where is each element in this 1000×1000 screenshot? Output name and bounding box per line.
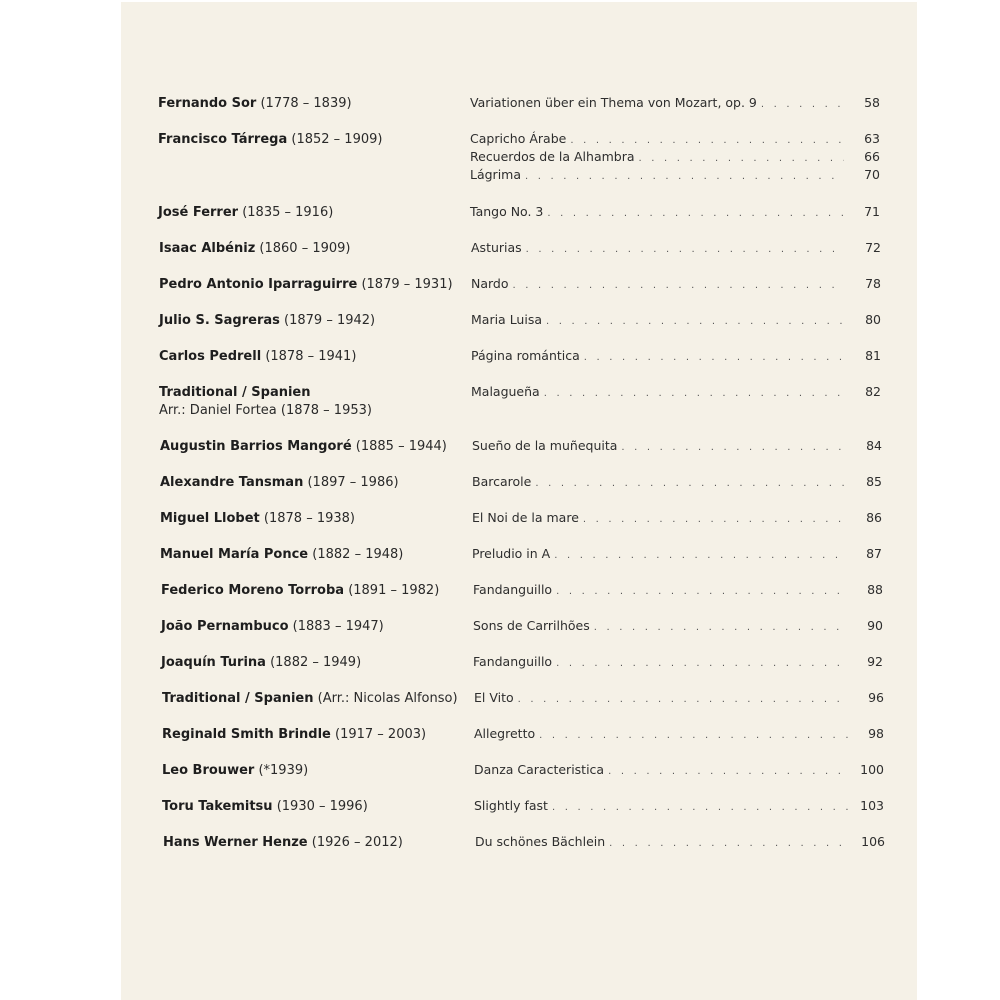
composer-years: (1778 – 1839) [260, 96, 352, 111]
works-list [471, 383, 881, 401]
arranger: Arr.: Daniel Fortea (1878 – 1953) [159, 403, 372, 418]
dot-leader [525, 168, 844, 186]
composer-name: Traditional / Spanien [159, 385, 311, 400]
page-number: 86 [866, 510, 882, 525]
composer-years: (1883 – 1947) [292, 619, 384, 634]
composer-name: José Ferrer [158, 205, 239, 220]
composer [160, 438, 447, 456]
work-entry[interactable] [472, 473, 882, 491]
composer [162, 690, 458, 708]
dot-leader [539, 727, 848, 745]
work-title: Barcarole [472, 474, 532, 489]
dot-leader [546, 313, 845, 331]
work-title: Nardo [471, 276, 509, 291]
works-list [473, 653, 883, 671]
composer-name: Alexandre Tansman [160, 475, 304, 490]
dot-leader [609, 835, 849, 853]
works-list [474, 797, 884, 815]
composer-years: (1879 – 1942) [284, 313, 376, 328]
composer-years: (1852 – 1909) [291, 132, 383, 147]
dot-leader [513, 277, 845, 295]
work-entry[interactable] [471, 275, 881, 293]
work-title: Recuerdos de la Alhambra [470, 149, 635, 164]
composer-years: (Arr.: Nicolas Alfonso) [317, 691, 458, 706]
composer-name: Reginald Smith Brindle [162, 727, 331, 742]
composer [161, 654, 361, 672]
work-entry[interactable] [474, 689, 884, 707]
composer-years: (1882 – 1948) [312, 547, 404, 562]
page-number: 85 [866, 474, 882, 489]
work-title: El Noi de la mare [472, 510, 579, 525]
work-entry[interactable] [470, 94, 880, 112]
work-entry[interactable] [471, 347, 881, 365]
composer-years: (1897 – 1986) [307, 475, 399, 490]
works-list [470, 130, 880, 184]
composer [159, 348, 356, 366]
page-number: 98 [868, 726, 884, 741]
composer [159, 240, 351, 258]
work-entry[interactable] [475, 833, 885, 851]
works-list [472, 545, 882, 563]
composer [161, 582, 439, 600]
composer-years: (1926 – 2012) [311, 835, 403, 850]
composer-years: (1878 – 1938) [263, 511, 355, 526]
composer [159, 384, 372, 420]
work-title: Fandanguillo [473, 582, 553, 597]
dot-leader [547, 205, 844, 223]
page-number: 92 [867, 654, 883, 669]
composer-name: Carlos Pedrell [159, 349, 262, 364]
work-entry[interactable] [470, 148, 880, 166]
work-title: Tango No. 3 [470, 204, 544, 219]
page-number: 88 [867, 582, 883, 597]
composer [158, 95, 352, 113]
composer [163, 834, 403, 852]
works-list [472, 473, 882, 491]
composer [162, 798, 368, 816]
page-number: 103 [860, 798, 884, 813]
composer [159, 276, 453, 294]
dot-leader [584, 349, 845, 367]
composer [162, 726, 426, 744]
composer-name: Isaac Albéniz [159, 241, 256, 256]
page-number: 71 [864, 204, 880, 219]
composer-years: (1882 – 1949) [270, 655, 362, 670]
composer [158, 131, 382, 149]
works-list [471, 239, 881, 257]
work-title: Danza Caracteristica [474, 762, 605, 777]
work-entry[interactable] [473, 653, 883, 671]
work-title: Du schönes Bächlein [475, 834, 606, 849]
work-entry[interactable] [474, 761, 884, 779]
work-title: Allegretto [474, 726, 536, 741]
work-entry[interactable] [472, 545, 882, 563]
work-title: Fandanguillo [473, 654, 553, 669]
composer-name: Traditional / Spanien [162, 691, 314, 706]
composer-years: (1878 – 1941) [265, 349, 357, 364]
composer-years: (1891 – 1982) [348, 583, 440, 598]
dot-leader [535, 475, 846, 493]
composer-name: Toru Takemitsu [162, 799, 273, 814]
work-entry[interactable] [470, 203, 880, 221]
composer-name: Hans Werner Henze [163, 835, 308, 850]
works-list [474, 725, 884, 743]
composer-years: (1930 – 1996) [276, 799, 368, 814]
composer [160, 510, 355, 528]
works-list [470, 94, 880, 112]
composer [160, 546, 403, 564]
page-number: 81 [865, 348, 881, 363]
work-title: Variationen über ein Thema von Mozart, op. 9 [470, 95, 757, 110]
works-list [475, 833, 885, 851]
works-list [471, 347, 881, 365]
composer-name: Federico Moreno Torroba [161, 583, 345, 598]
dot-leader [556, 583, 847, 601]
dot-leader [761, 96, 844, 114]
work-title: Preludio in A [472, 546, 551, 561]
dot-leader [608, 763, 848, 781]
work-title: Asturias [471, 240, 522, 255]
dot-leader [594, 619, 847, 637]
dot-leader [556, 655, 847, 673]
toc-page [121, 2, 917, 1000]
work-title: Capricho Árabe [470, 131, 567, 146]
works-list [471, 311, 881, 329]
dot-leader [583, 511, 846, 529]
composer-years: (1879 – 1931) [361, 277, 453, 292]
work-title: Malagueña [471, 384, 540, 399]
page-number: 80 [865, 312, 881, 327]
page-number: 70 [864, 167, 880, 182]
page-number: 82 [865, 384, 881, 399]
composer [160, 474, 399, 492]
work-entry[interactable] [472, 437, 882, 455]
dot-leader [554, 547, 846, 565]
dot-leader [552, 799, 848, 817]
work-entry[interactable] [471, 239, 881, 257]
work-title: Sueño de la muñequita [472, 438, 618, 453]
work-entry[interactable] [474, 797, 884, 815]
composer-name: Fernando Sor [158, 96, 257, 111]
composer-years: (1885 – 1944) [355, 439, 447, 454]
page-number: 84 [866, 438, 882, 453]
work-title: El Vito [474, 690, 514, 705]
work-title: Slightly fast [474, 798, 548, 813]
work-entry[interactable] [471, 311, 881, 329]
page-number: 106 [861, 834, 885, 849]
work-title: Maria Luisa [471, 312, 543, 327]
work-entry[interactable] [473, 617, 883, 635]
dot-leader [526, 241, 845, 259]
composer [158, 204, 333, 222]
composer [159, 312, 375, 330]
work-entry[interactable] [470, 130, 880, 148]
composer [162, 762, 308, 780]
composer-name: Julio S. Sagreras [159, 313, 280, 328]
dot-leader [544, 385, 845, 403]
composer-name: Joaquín Turina [161, 655, 266, 670]
page-number: 63 [864, 131, 880, 146]
works-list [473, 581, 883, 599]
composer-name: Miguel Llobet [160, 511, 260, 526]
dot-leader [518, 691, 848, 709]
works-list [470, 203, 880, 221]
page-number: 78 [865, 276, 881, 291]
composer-name: Manuel María Ponce [160, 547, 309, 562]
work-entry[interactable] [470, 166, 880, 184]
page-number: 100 [860, 762, 884, 777]
composer-name: Leo Brouwer [162, 763, 255, 778]
work-title: Página romántica [471, 348, 580, 363]
works-list [471, 275, 881, 293]
work-title: Lágrima [470, 167, 522, 182]
page-number: 90 [867, 618, 883, 633]
composer [161, 618, 384, 636]
works-list [474, 761, 884, 779]
works-list [472, 509, 882, 527]
page-number: 96 [868, 690, 884, 705]
page-number: 72 [865, 240, 881, 255]
composer-name: Augustin Barrios Mangoré [160, 439, 352, 454]
page-number: 87 [866, 546, 882, 561]
work-entry[interactable] [471, 383, 881, 401]
work-entry[interactable] [474, 725, 884, 743]
works-list [473, 617, 883, 635]
composer-name: Pedro Antonio Iparraguirre [159, 277, 358, 292]
work-entry[interactable] [472, 509, 882, 527]
composer-name: João Pernambuco [161, 619, 289, 634]
page-number: 58 [864, 95, 880, 110]
dot-leader [621, 439, 846, 457]
works-list [474, 689, 884, 707]
work-entry[interactable] [473, 581, 883, 599]
work-title: Sons de Carrilhões [473, 618, 590, 633]
page-number: 66 [864, 149, 880, 164]
composer-years: (*1939) [258, 763, 309, 778]
composer-years: (1917 – 2003) [335, 727, 427, 742]
composer-name: Francisco Tárrega [158, 132, 288, 147]
composer-years: (1860 – 1909) [259, 241, 351, 256]
works-list [472, 437, 882, 455]
composer-years: (1835 – 1916) [242, 205, 334, 220]
